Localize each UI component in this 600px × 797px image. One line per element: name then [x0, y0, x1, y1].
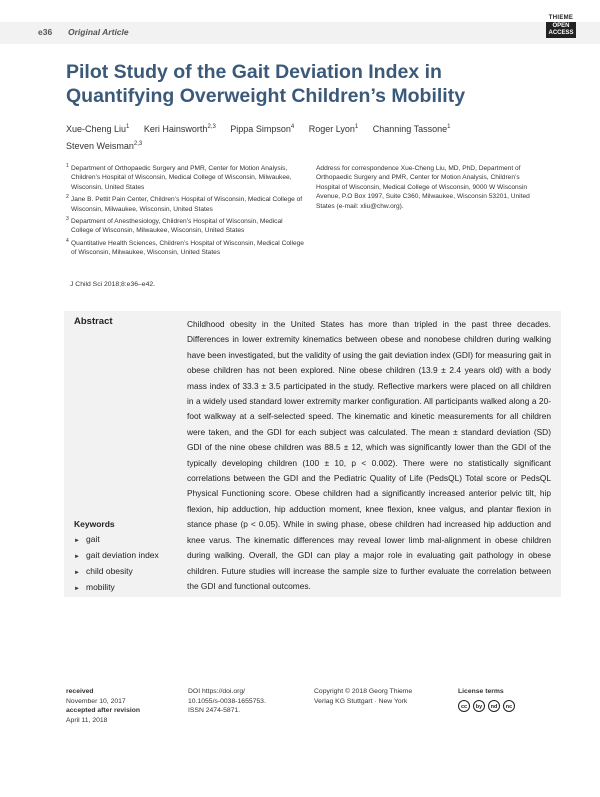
keyword-item[interactable]: ► mobility [74, 580, 159, 596]
arrow-icon: ► [74, 554, 80, 560]
arrow-icon: ► [74, 586, 80, 592]
keyword-item[interactable]: ► gait [74, 532, 159, 548]
affiliation: 2 Jane B. Pettit Pain Center, Children’s Hospital of Wisconsin, Medical College of Wisconsin, Milwaukee, Wisconsin, United States [66, 194, 303, 213]
accepted-label: accepted after revision [66, 707, 141, 715]
issn: ISSN 2474-5871. [188, 707, 241, 715]
abstract-text: Childhood obesity in the United States has more than tripled in the past three decades. Differences in lower extremity kinematics between obese and nonobese children during walking have been investigated, but the validity of using the gait deviation index (GDI) for measuring gait in obese children has not been explored. Nine obese children (13.9 ± 2.4 years old) with a body mass index of 33.3 ± 3.5 participated in the study. Reflective markers were placed on all children in a widely used standard lower extremity marker configuration. All participants walked along a 20-foot walkway at a self-selected speed. The kinematic and kinetic measurements for all children were taken, and the GDI for each subject was calculated. The mean ± standard deviation (SD) GDI of the nine obese children was 88.5 ± 12, which was significantly lower than the GDI of the typically developing children (100 ± 10, p < 0.002). There were no statistically significant correlations between the GDI and the Pediatric Quality of Life (PedsQL) Total score or PedsQL Physical Functioning score. Obese children had a significantly increased anterior pelvic tilt, hip flexion, hip adduction, hip adduction moment, knee flexion, knee valgus, and plantar flexion in stance phase (p < 0.05). While in swing phase, obese children had increased hip adduction and knee varus. The kinematic differences may reveal lower limb mal-alignment in obese children during walking. Overall, the GDI can play a major role in evaluating gait pathology in obese children. Future studies will increase the sample size to further evaluate the correlation between the GDI and functional outcomes. [187, 319, 551, 591]
affiliations [66, 164, 306, 261]
abstract-heading: Abstract [74, 316, 113, 327]
article-title: Pilot Study of the Gait Deviation Index in Quantifying Overweight Children’s Mobility [66, 61, 466, 107]
author: Steven Weisman$^{2,3}$ [66, 141, 143, 151]
logo-open-access-text: OPEN ACCESS [546, 22, 576, 38]
keyword-item[interactable]: ► child obesity [74, 564, 159, 580]
license-icons[interactable] [458, 700, 558, 712]
author: Roger Lyon$^1$ [308, 124, 359, 134]
journal-citation: J Child Sci 2018;8:e36–e42. [70, 281, 156, 288]
arrow-icon: ► [74, 538, 80, 544]
affiliation: 1 Department of Orthopaedic Surgery and PMR, Center for Motion Analysis, Children’s Hospital of Wisconsin, Medical College of Wisconsin, Milwaukee, Wisconsin, United States [66, 163, 292, 191]
received-label: received [66, 688, 94, 695]
footer-copyright [314, 687, 444, 706]
keyword-item[interactable]: ► gait deviation index [74, 548, 159, 564]
cc-nc-icon: nc [503, 700, 515, 712]
license-label: License terms [458, 688, 504, 695]
doi-link[interactable]: DOI https://doi.org/ [188, 688, 246, 695]
logo-thieme-text: THIEME [548, 15, 574, 21]
affiliation: 3 Department of Anesthesiology, Children’s Hospital of Wisconsin, Medical College of Wisconsin, Milwaukee, Wisconsin, United States [66, 216, 283, 235]
author: Channing Tassone$^1$ [372, 124, 451, 134]
keywords-list [74, 532, 159, 596]
accepted-date: April 11, 2018 [66, 716, 108, 724]
author: Pippa Simpson$^4$ [230, 124, 295, 134]
doi-number[interactable]: 10.1055/s-0038-1655753. [188, 697, 266, 705]
page-number: e36 [38, 27, 53, 37]
cc-nd-icon: nd [488, 700, 500, 712]
author: Keri Hainsworth$^{2,3}$ [143, 124, 216, 134]
received-date: November 10, 2017 [66, 697, 126, 705]
cc-icon: cc [458, 700, 470, 712]
footer-dates [66, 687, 176, 725]
section-label: Original Article [68, 27, 129, 37]
publisher-logo [546, 15, 576, 38]
affiliation: 4 Quantitative Health Sciences, Children’s Hospital of Wisconsin, Medical College of Wisconsin, Milwaukee, Wisconsin, United States [66, 237, 304, 257]
author: Xue-Cheng Liu$^1$ [66, 124, 130, 134]
correspondence-address: Address for correspondence Xue-Cheng Liu, MD, PhD, Department of Orthopaedic Surgery and PMR, Center for Motion Analysis, Children’s Hospital of Wisconsin, Medical College of Wisconsin, 9000 W Wisconsin Avenue, P.O Box 1997, Suite C360, Milwaukee, Wisconsin 53201, United States (e-mail: xliu@chw.org). [316, 165, 530, 210]
author-list [66, 120, 536, 154]
cc-by-icon: by [473, 700, 485, 712]
publisher-line: Verlag KG Stuttgart · New York [314, 697, 408, 705]
arrow-icon: ► [74, 570, 80, 576]
keywords-heading: Keywords [74, 519, 115, 529]
footer-doi [188, 687, 298, 716]
footer-license [458, 687, 558, 712]
copyright-line: Copyright © 2018 Georg Thieme [314, 688, 413, 695]
